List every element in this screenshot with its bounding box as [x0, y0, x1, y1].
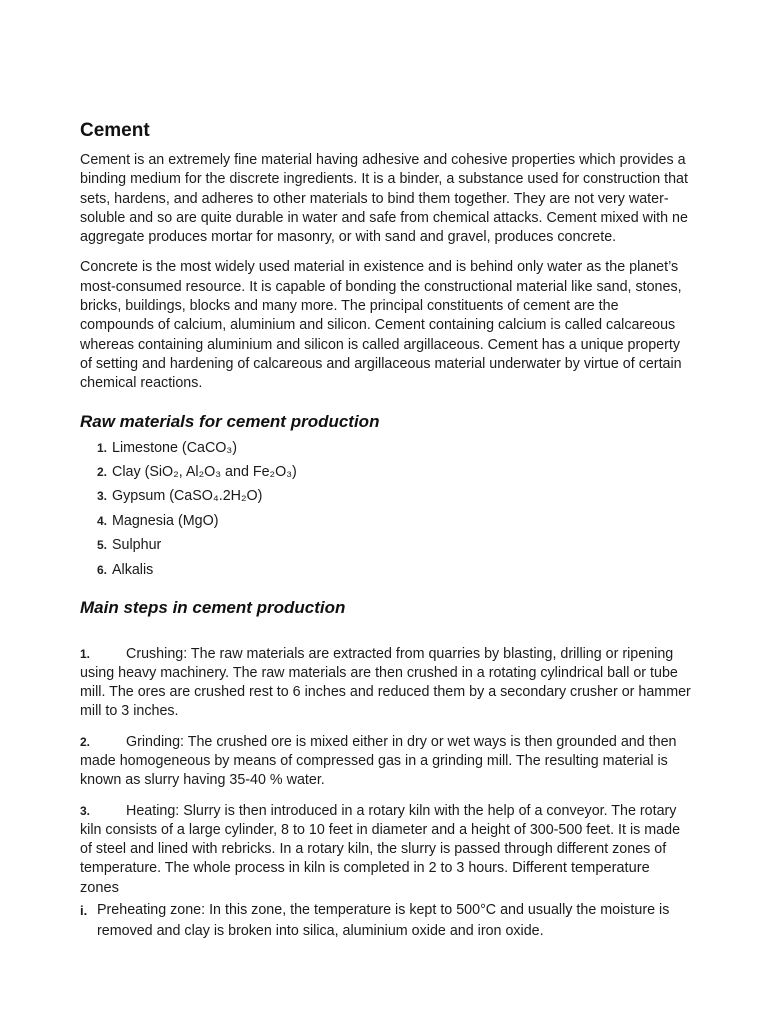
- raw-materials-heading: Raw materials for cement production: [80, 411, 380, 431]
- step-number: 3.: [80, 803, 91, 818]
- list-item: [97, 487, 692, 506]
- zone-text: Preheating zone: In this zone, the temperature is kept to 500°C and usually the moisture is removed and clay is broken into silica, aluminium oxide and iron oxide.: [97, 902, 670, 940]
- list-number: 4.: [97, 513, 108, 528]
- step-text: Grinding: The crushed ore is mixed either in dry or wet ways is then grounded and then made homogeneous by means of compressed gas in a grinding mill. The resulting material is known as slurry having 35-40 % water.: [80, 733, 677, 789]
- step-number: 2.: [80, 734, 91, 749]
- step-text: Heating: Slurry is then introduced in a rotary kiln with the help of a conveyor. The rotary kiln consists of a large cylinder, 8 to 10 feet in diameter and a height of 300-500 feet. It is made of steel and lined with rebricks. In a rotary kiln, the slurry is passed through different zones of temperature. The whole process in kiln is completed in 2 to 3 hours.: [80, 802, 681, 877]
- list-number: 6.: [97, 562, 108, 577]
- list-item-text: Limestone (CaCO₃): [112, 439, 238, 456]
- list-item-text: Sulphur: [112, 537, 162, 554]
- step-grinding: [80, 733, 692, 791]
- intro-paragraph: Cement is an extremely fine material having adhesive and cohesive properties which provides a binding medium for the discrete ingredients. It is a binder, a substance used for construction that sets, hardens, and adheres to other materials to bind them together. They are not very water-soluble and so are quite durable in water and safe from chemical attacks. Cement mixed with ne aggregate produces mortar for masonry, or with sand and gravel, produces concrete.: [80, 152, 688, 246]
- zones-heading: Different temperature zones: [80, 860, 650, 896]
- list-number: 1.: [97, 440, 108, 455]
- zone-item-preheating: [80, 900, 692, 942]
- step-text: Crushing: The raw materials are extracted from quarries by blasting, drilling or ripening using heavy machinery. The raw materials are then crushed in a rotating cylindrical ball or tube mill. The ores are crushed rest to 6 inches and reduced them by a secondary crusher or hammer mill to 3 inches.: [80, 645, 691, 720]
- list-item-text: Magnesia (MgO): [112, 512, 219, 529]
- concrete-paragraph: Concrete is the most widely used material in existence and is behind only water as the planet’s most-consumed resource. It is capable of bonding the constructional material like sand, stones, bricks, buildings, blocks and many more. The principal constituents of cement are the compounds of calcium, aluminium and silicon. Cement containing calcium is called calcareous whereas containing aluminium and silicon is called argillaceous. Cement has a unique property of setting and hardening of calcareous and argillaceous material underwater by virtue of certain chemical reactions.: [80, 259, 682, 392]
- zone-number: i.: [80, 903, 88, 919]
- list-number: 3.: [97, 489, 108, 504]
- steps-list: [80, 645, 692, 943]
- list-number: 5.: [97, 538, 108, 553]
- document-page: [80, 118, 692, 942]
- main-steps-heading: Main steps in cement production: [80, 597, 346, 617]
- list-item-text: Gypsum (CaSO₄.2H₂O): [112, 488, 263, 505]
- step-crushing: [80, 645, 692, 722]
- list-item: [97, 561, 692, 580]
- list-number: 2.: [97, 464, 108, 479]
- document-title: Cement: [80, 120, 150, 141]
- list-item: [97, 536, 692, 555]
- list-item: [97, 439, 692, 458]
- step-number: 1.: [80, 646, 91, 661]
- step-heating: [80, 802, 692, 898]
- list-item: [97, 463, 692, 482]
- list-item-text: Clay (SiO₂, Al₂O₃ and Fe₂O₃): [112, 463, 297, 480]
- raw-materials-list: [80, 439, 692, 580]
- list-item-text: Alkalis: [112, 561, 154, 578]
- list-item: [97, 512, 692, 531]
